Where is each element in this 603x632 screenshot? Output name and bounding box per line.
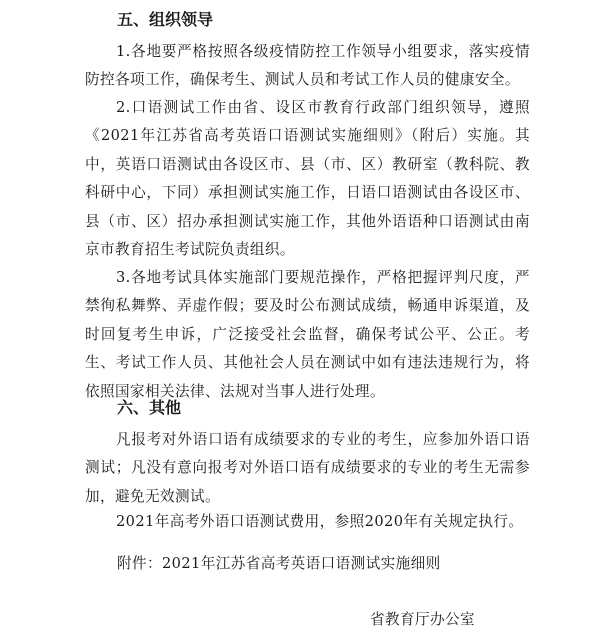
- attachment-note: 附件：2021年江苏省高考英语口语测试实施细则: [117, 555, 441, 572]
- section-6-item-2: 2021年高考外语口语测试费用，参照2020年有关规定执行。: [116, 513, 524, 530]
- section-5-item-3: 3.各地考试具体实施部门要规范操作，严格把握评判尺度，严禁徇私舞弊、弄虚作假；要及时公布测试成绩，畅通申诉渠道，及时回复考生申诉，广泛接受社会监督，确保考试公平、公正。考生、考试工作人员、其他社会人员在测试中如有违法违规行为，将依照国家相关法律、法规对当事人进行处理。: [85, 269, 530, 400]
- section-6-item-1: 凡报考对外语口语有成绩要求的专业的考生，应参加外语口语测试；凡没有意向报考对外语口语有成绩要求的专业的考生无需参加，避免无效测试。: [85, 431, 530, 505]
- section-5-heading: 五、组织领导: [117, 10, 214, 29]
- section-5-item-2: 2.口语测试工作由省、设区市教育行政部门组织领导，遵照《2021年江苏省高考英语口语测试实施细则》（附后）实施。其中，英语口语测试由各设区市、县（市、区）教研室（教科院、教科研中心，下同）承担测试实施工作，日语口语测试由各设区市、县（市、区）招办承担测试实施工作，其他外语语种口语测试由南京市教育招生考试院负责组织。: [85, 99, 530, 259]
- section-6-heading: 六、其他: [117, 398, 182, 417]
- section-5-item-1: 1.各地要严格按照各级疫情防控工作领导小组要求，落实疫情防控各项工作，确保考生、测试人员和考试工作人员的健康安全。: [85, 43, 530, 89]
- issuer-signature: 省教育厅办公室: [370, 611, 475, 628]
